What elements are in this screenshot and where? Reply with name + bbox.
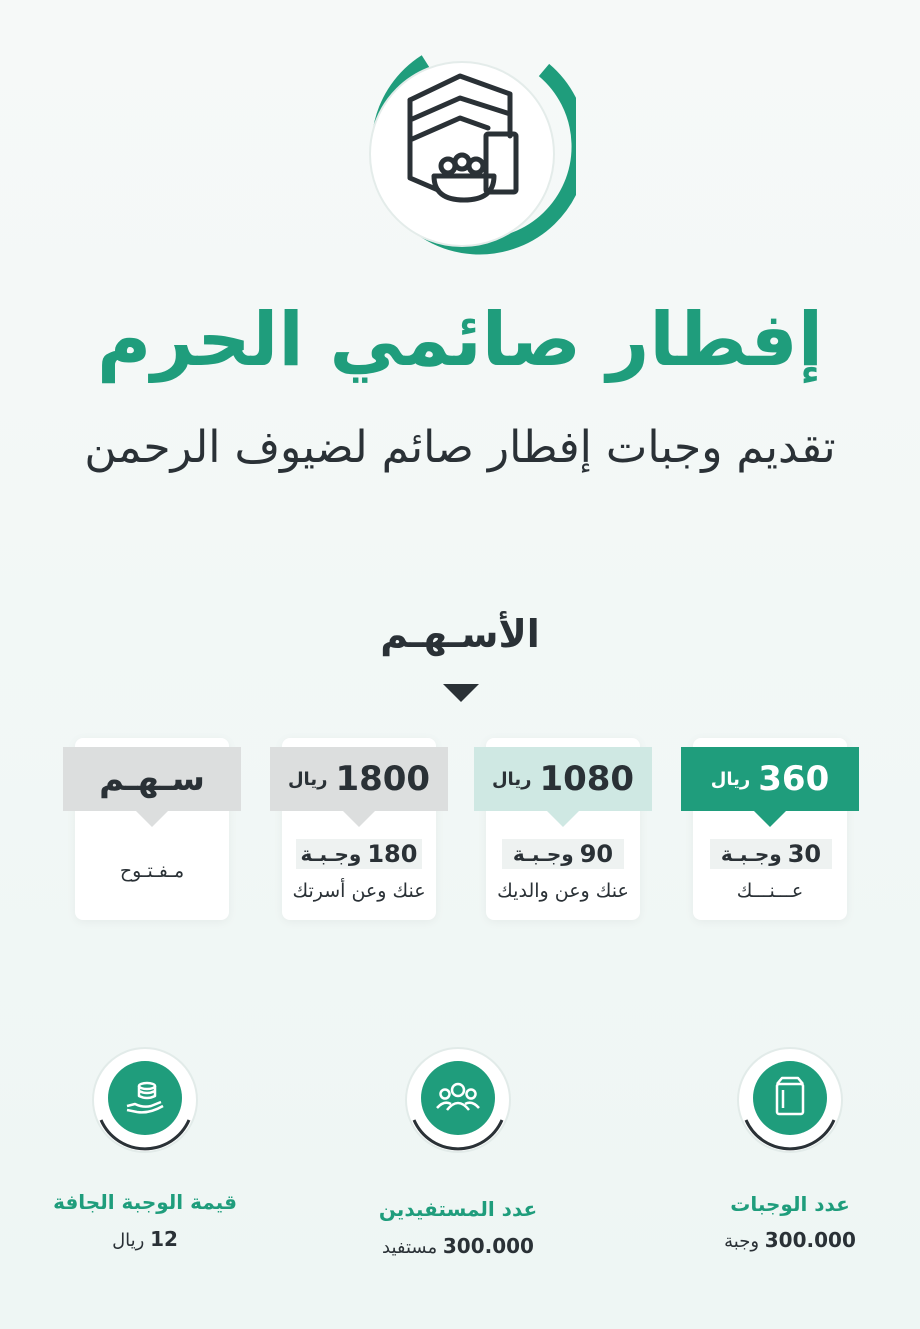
share-price-tag	[681, 747, 859, 811]
stat-number: 300.000	[764, 1228, 856, 1252]
meals-count: 90	[579, 840, 614, 868]
share-amount: 1080	[539, 759, 635, 799]
share-price-tag	[270, 747, 448, 811]
down-arrow-icon	[443, 684, 479, 702]
stat-number: 300.000	[442, 1234, 534, 1258]
share-recipient: عنك وعن أسرتك	[292, 880, 426, 902]
stat-label: عدد الوجبات	[730, 1192, 850, 1216]
stat-label: قيمة الوجبة الجافة	[53, 1190, 237, 1214]
coins-hand-icon	[91, 1046, 199, 1154]
shares-heading: الأسـهـم	[380, 612, 540, 656]
meals-count: 180	[367, 840, 418, 868]
stat-value	[45, 1227, 245, 1251]
share-currency: ريال	[287, 768, 328, 790]
stat-value	[700, 1228, 880, 1252]
share-recipient: عنك وعن والديك	[497, 880, 629, 902]
stat-label: عدد المستفيدين	[378, 1197, 538, 1221]
stat-unit: وجبة	[724, 1231, 760, 1252]
stat-unit: ريال	[112, 1230, 145, 1251]
share-meals	[710, 839, 832, 869]
share-meals	[502, 839, 624, 869]
share-recipient: عـــنـــك	[736, 880, 804, 902]
share-recipient: مـفـتـوح	[119, 860, 185, 882]
share-open-label: سـهـم	[99, 759, 205, 799]
meals-unit: وجـبـة	[512, 842, 574, 866]
meals-count: 30	[787, 840, 822, 868]
share-meals	[296, 839, 422, 869]
people-icon	[404, 1046, 512, 1154]
share-open-tag	[63, 747, 241, 811]
stat-unit: مستفيد	[382, 1237, 438, 1258]
meals-unit: وجـبـة	[300, 842, 362, 866]
share-amount: 1800	[335, 759, 431, 799]
page-subtitle: تقديم وجبات إفطار صائم لضيوف الرحمن	[84, 422, 836, 473]
share-currency: ريال	[491, 768, 532, 790]
kaaba-iftar-icon	[348, 40, 576, 268]
share-price-tag	[474, 747, 652, 811]
stat-value	[358, 1234, 558, 1258]
stat-number: 12	[150, 1227, 178, 1251]
meals-unit: وجـبـة	[720, 842, 782, 866]
page-title: إفطار صائمي الحرم	[96, 297, 824, 383]
share-currency: ريال	[710, 768, 751, 790]
share-amount: 360	[758, 759, 830, 799]
bag-icon	[736, 1046, 844, 1154]
